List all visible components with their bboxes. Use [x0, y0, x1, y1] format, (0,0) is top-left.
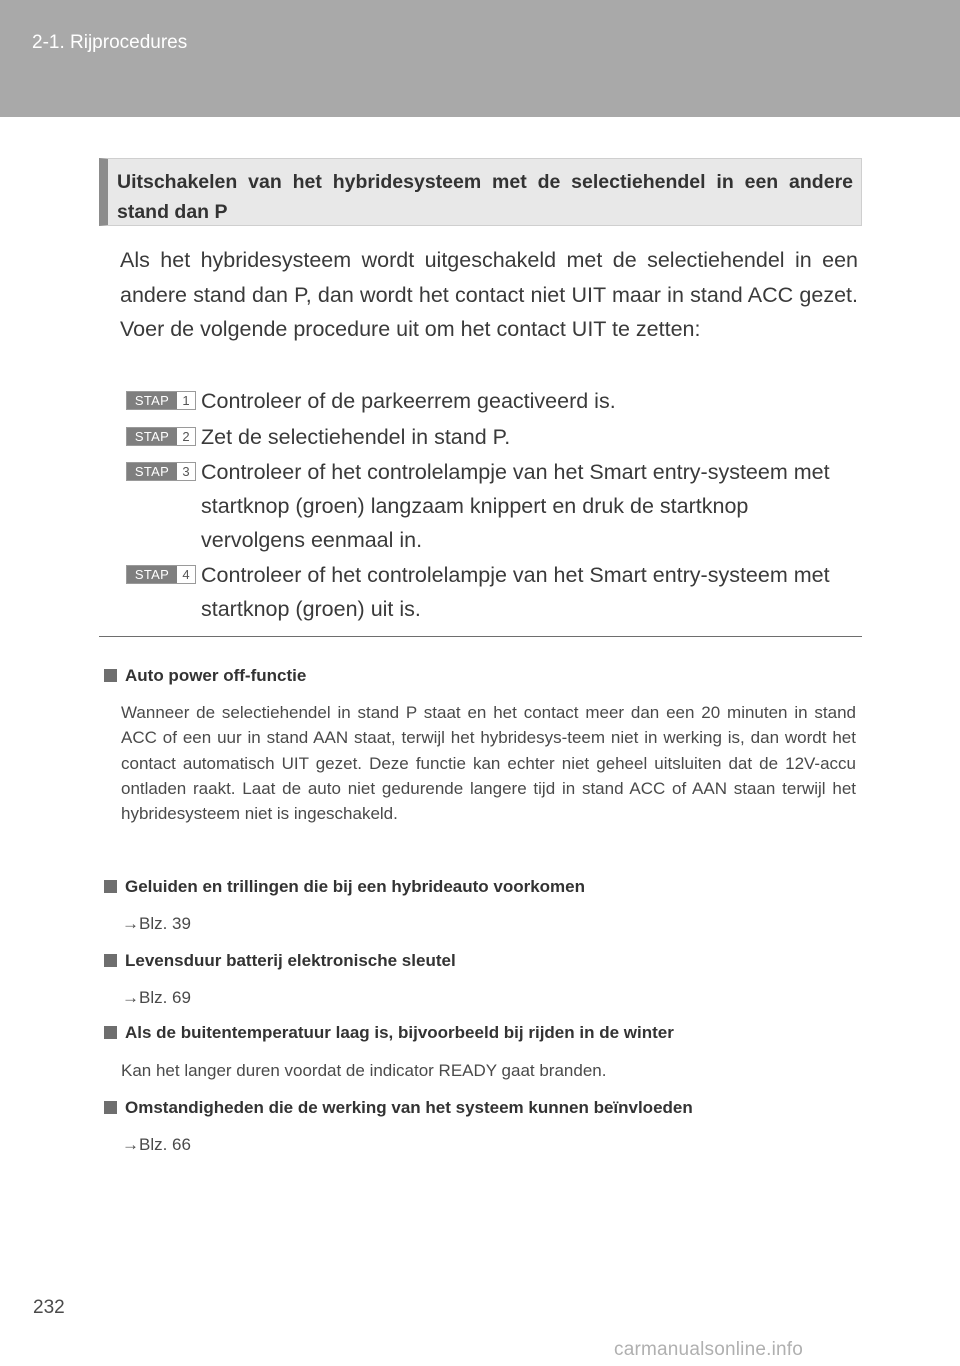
step-badge	[126, 462, 196, 481]
step-text: Controleer of de parkeerrem geactiveerd is.	[201, 389, 616, 413]
note-title: Omstandigheden die de werking van het systeem kunnen beïnvloeden	[125, 1098, 693, 1117]
square-bullet-icon	[104, 1026, 117, 1039]
note-title: Levensduur batterij elektronische sleutel	[125, 951, 456, 970]
note-title: Auto power off-functie	[125, 666, 307, 685]
note-heading	[104, 1096, 856, 1120]
section-title: Uitschakelen van het hybridesysteem met de selectiehendel in een andere stand dan P	[117, 171, 853, 223]
divider	[99, 636, 862, 637]
note-key-battery	[104, 949, 856, 1010]
intro-paragraph: Als het hybridesysteem wordt uitgeschakeld met de selectiehendel in een andere stand dan P, dan wordt het contact niet UIT maar in stand ACC gezet. Voer de volgende procedure uit om het contact UIT te zetten:	[120, 248, 858, 341]
step-badge-label: STAP	[127, 392, 177, 409]
note-title: Als de buitentemperatuur laag is, bijvoorbeeld bij rijden in de winter	[125, 1023, 674, 1042]
square-bullet-icon	[104, 880, 117, 893]
square-bullet-icon	[104, 669, 117, 682]
note-heading	[104, 1021, 856, 1045]
page-reference: →Blz. 69	[122, 988, 191, 1007]
step-text: Zet de selectiehendel in stand P.	[201, 425, 511, 449]
note-body: Kan het langer duren voordat de indicator READY gaat branden.	[121, 1061, 607, 1080]
step-text: Controleer of het controlelampje van het Smart entry-systeem met startknop (groen) uit is.	[201, 563, 830, 621]
note-heading	[104, 875, 856, 899]
note-sounds-vibrations	[104, 875, 856, 936]
step-badge	[126, 565, 196, 584]
section-heading-box	[99, 158, 862, 226]
step-badge	[126, 391, 196, 410]
note-heading	[104, 949, 856, 973]
page-reference: →Blz. 66	[122, 1135, 191, 1154]
step-badge-number: 3	[177, 463, 195, 480]
step-badge-label: STAP	[127, 463, 177, 480]
step-badge-number: 4	[177, 566, 195, 583]
step-badge-label: STAP	[127, 428, 177, 445]
note-low-temperature	[104, 1021, 856, 1083]
step-badge-number: 1	[177, 392, 195, 409]
note-title: Geluiden en trillingen die bij een hybrideauto voorkomen	[125, 877, 586, 896]
square-bullet-icon	[104, 954, 117, 967]
header-bar	[0, 0, 960, 117]
page-reference: →Blz. 39	[122, 914, 191, 933]
step-badge	[126, 427, 196, 446]
note-system-conditions	[104, 1096, 856, 1157]
section-label: 2-1. Rijprocedures	[32, 32, 188, 53]
note-body: Wanneer de selectiehendel in stand P staat en het contact meer dan een 20 minuten in stand ACC of een uur in stand AAN staat, terwijl het hybridesys-teem niet in werking is, dan wordt het contact automatisch UIT gezet. Deze functie kan echter niet geheel uitsluiten dat de 12V-accu ontladen raakt. Laat de auto niet gedurende langere tijd in stand ACC of AAN staan terwijl het hybridesysteem niet is ingeschakeld.	[121, 703, 856, 824]
note-auto-power-off	[104, 664, 856, 826]
step-badge-number: 2	[177, 428, 195, 445]
page-number: 232	[33, 1297, 65, 1318]
square-bullet-icon	[104, 1101, 117, 1114]
step-badge-label: STAP	[127, 566, 177, 583]
step-text: Controleer of het controlelampje van het Smart entry-systeem met startknop (groen) langzaam knippert en druk de startknop vervolgens eenmaal in.	[201, 460, 830, 552]
watermark: carmanualsonline.info	[614, 1339, 804, 1360]
note-heading	[104, 664, 856, 688]
